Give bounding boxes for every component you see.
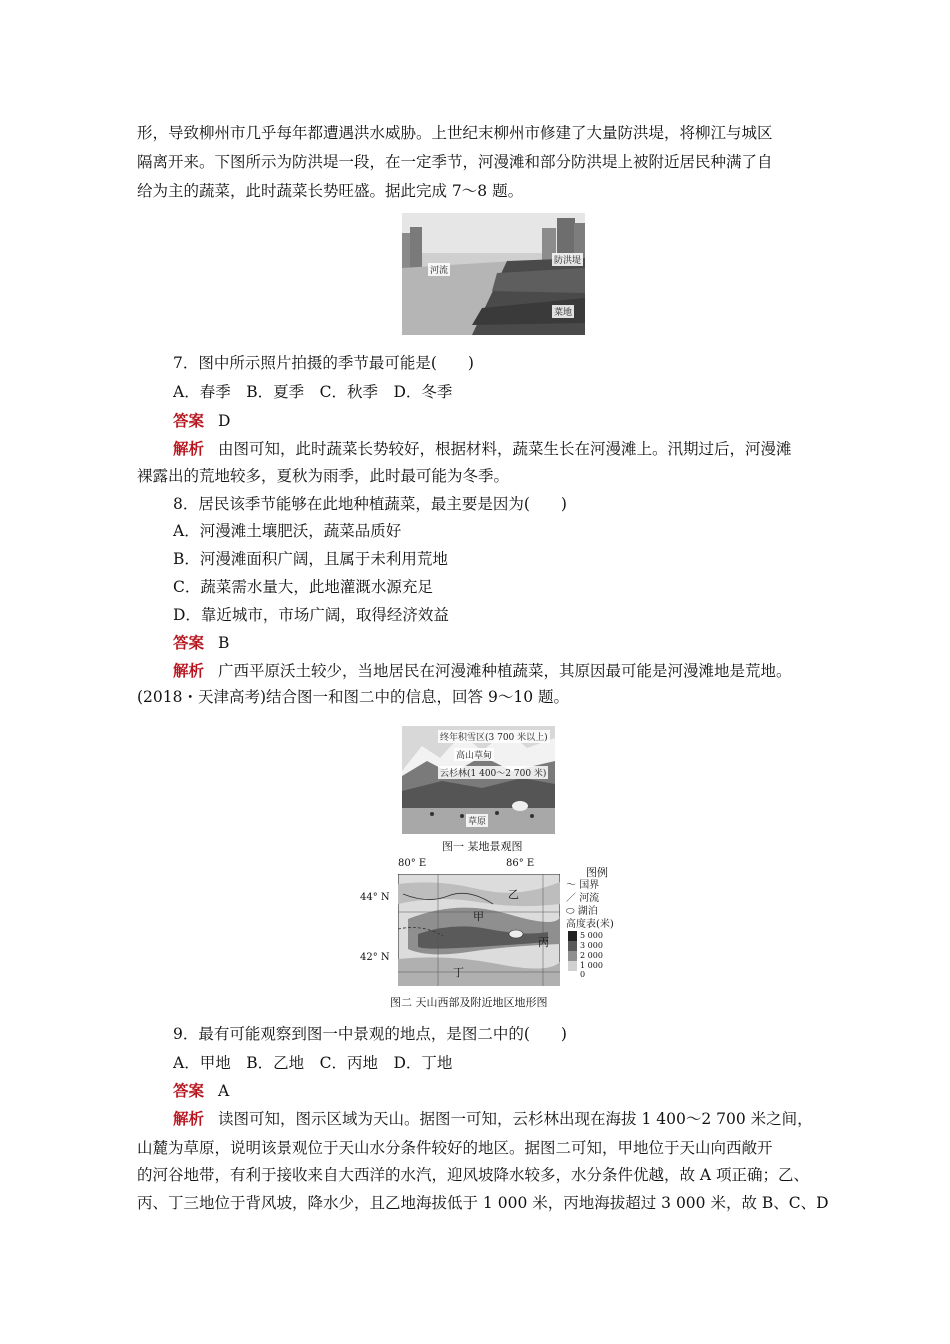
answer-tag: 答案: [173, 411, 205, 430]
legend-river: ／ 河流: [566, 893, 600, 904]
elev-scale: [566, 931, 628, 979]
label-snow: 终年积雪区(3 700 米以上): [438, 730, 550, 743]
lake-icon: ⬭: [566, 906, 578, 917]
legend-lake: ⬭ 湖泊: [566, 906, 598, 917]
elev-5000: 5 000: [580, 931, 603, 940]
map-legend: [566, 866, 628, 979]
q8-analysis-1: 广西平原沃土较少，当地居民在河漫滩种植蔬菜，其原因最可能是河漫滩地是荒地。: [218, 662, 792, 680]
terrain-map: [358, 856, 628, 1014]
q8-answer-row: [173, 631, 229, 655]
label-forest: 云杉林(1 400～2 700 米): [438, 766, 548, 779]
legend-border: ～ 国界: [566, 880, 600, 891]
q7-options: A．春季 B．夏季 C．秋季 D．冬季: [173, 383, 453, 401]
q8-option-c: C．蔬菜需水量大，此地灌溉水源充足: [173, 578, 433, 596]
place-bing: 丙: [538, 936, 549, 949]
label-levee: 防洪堤: [552, 253, 583, 266]
q7-stem: 7．图中所示照片拍摄的季节最可能是( ): [173, 354, 474, 372]
q9-answer-row: [173, 1079, 229, 1103]
q9-options: A．甲地 B．乙地 C．丙地 D．丁地: [173, 1054, 453, 1072]
elev-3000: 3 000: [580, 941, 603, 950]
q7-analysis-row: [173, 437, 792, 461]
q8-analysis-row: [173, 659, 792, 683]
q8-option-b: B．河漫滩面积广阔，且属于未利用荒地: [173, 550, 448, 568]
q9-analysis-3: 的河谷地带，有利于接收来自大西洋的水汽，迎风坡降水较多，水分条件优越，故 A 项正确；乙、: [137, 1166, 810, 1184]
q8-option-d: D．靠近城市，市场广阔，取得经济效益: [173, 606, 449, 624]
q9-analysis-2: 山麓为草原，说明该景观位于天山水分条件较好的地区。据图二可知，甲地位于天山向西敞开: [137, 1139, 773, 1157]
place-ding: 丁: [453, 966, 464, 979]
label-grass: 草原: [466, 814, 488, 827]
elev-swatch-1000: [568, 961, 577, 971]
lon-80e: 80° E: [398, 858, 427, 869]
elev-1000: 1 000: [580, 961, 603, 970]
label-field: 菜地: [552, 305, 574, 318]
lat-44n: 44° N: [360, 892, 390, 903]
q8-option-a: A．河漫滩土壤肥沃，蔬菜品质好: [173, 522, 402, 540]
elev-swatch-2000: [568, 951, 577, 961]
q9-analysis-row: [173, 1107, 813, 1131]
q7-answer: D: [218, 412, 231, 430]
fig2-caption: 图二 天山西部及附近地区地形图: [390, 996, 548, 1009]
levee-photo: [402, 213, 585, 335]
terrain-map-art: [398, 874, 560, 986]
lon-86e: 86° E: [506, 858, 535, 869]
q8-stem: 8．居民该季节能够在此地种植蔬菜，最主要是因为( ): [173, 495, 567, 513]
lat-42n: 42° N: [360, 952, 390, 963]
analysis-tag: 解析: [173, 1109, 205, 1128]
label-river: 河流: [428, 263, 450, 276]
place-yi: 乙: [508, 888, 519, 901]
q9-intro: (2018・天津高考)结合图一和图二中的信息，回答 9～10 题。: [137, 688, 569, 706]
q7-answer-row: [173, 409, 230, 433]
q7-analysis-1: 由图可知，此时蔬菜长势较好，根据材料，蔬菜生长在河漫滩上。汛期过后，河漫滩: [218, 440, 792, 458]
label-meadow: 高山草甸: [454, 748, 494, 761]
q9-answer: A: [218, 1082, 230, 1100]
answer-tag: 答案: [173, 1081, 205, 1100]
river-line-icon: ／: [566, 893, 580, 904]
q9-stem: 9．最有可能观察到图一中景观的地点，是图二中的( ): [173, 1025, 567, 1043]
elev-swatch-5000: [568, 931, 577, 941]
landscape-photo: [402, 726, 555, 834]
intro-line-2: 隔离开来。下图所示为防洪堤一段，在一定季节，河漫滩和部分防洪堤上被附近居民种满了自: [137, 153, 773, 171]
fig1-caption: 图一 某地景观图: [442, 840, 523, 853]
q9-analysis-4: 丙、丁三地位于背风坡，降水少，且乙地海拔低于 1 000 米，丙地海拔超过 3 000 米，故 B、C、D: [137, 1194, 829, 1212]
elev-swatch-3000: [568, 941, 577, 951]
intro-line-1: 形，导致柳州市几乎每年都遭遇洪水威胁。上世纪末柳州市修建了大量防洪堤，将柳江与城区: [137, 124, 773, 142]
place-jia: 甲: [473, 910, 484, 923]
answer-tag: 答案: [173, 633, 205, 652]
q7-analysis-2: 裸露出的荒地较多，夏秋为雨季，此时最可能为冬季。: [137, 467, 510, 485]
q9-analysis-1: 读图可知，图示区域为天山。据图一可知，云杉林出现在海拔 1 400～2 700 米之间，: [218, 1110, 813, 1128]
legend-title: 图例: [586, 866, 608, 879]
elev-0: 0: [580, 970, 586, 979]
border-line-icon: ～: [566, 880, 580, 891]
analysis-tag: 解析: [173, 439, 205, 458]
elev-2000: 2 000: [580, 951, 603, 960]
analysis-tag: 解析: [173, 661, 205, 680]
intro-line-3: 给为主的蔬菜，此时蔬菜长势旺盛。据此完成 7～8 题。: [137, 182, 524, 200]
q8-answer: B: [218, 634, 230, 652]
legend-elev-title: 高度表(米): [566, 919, 614, 930]
